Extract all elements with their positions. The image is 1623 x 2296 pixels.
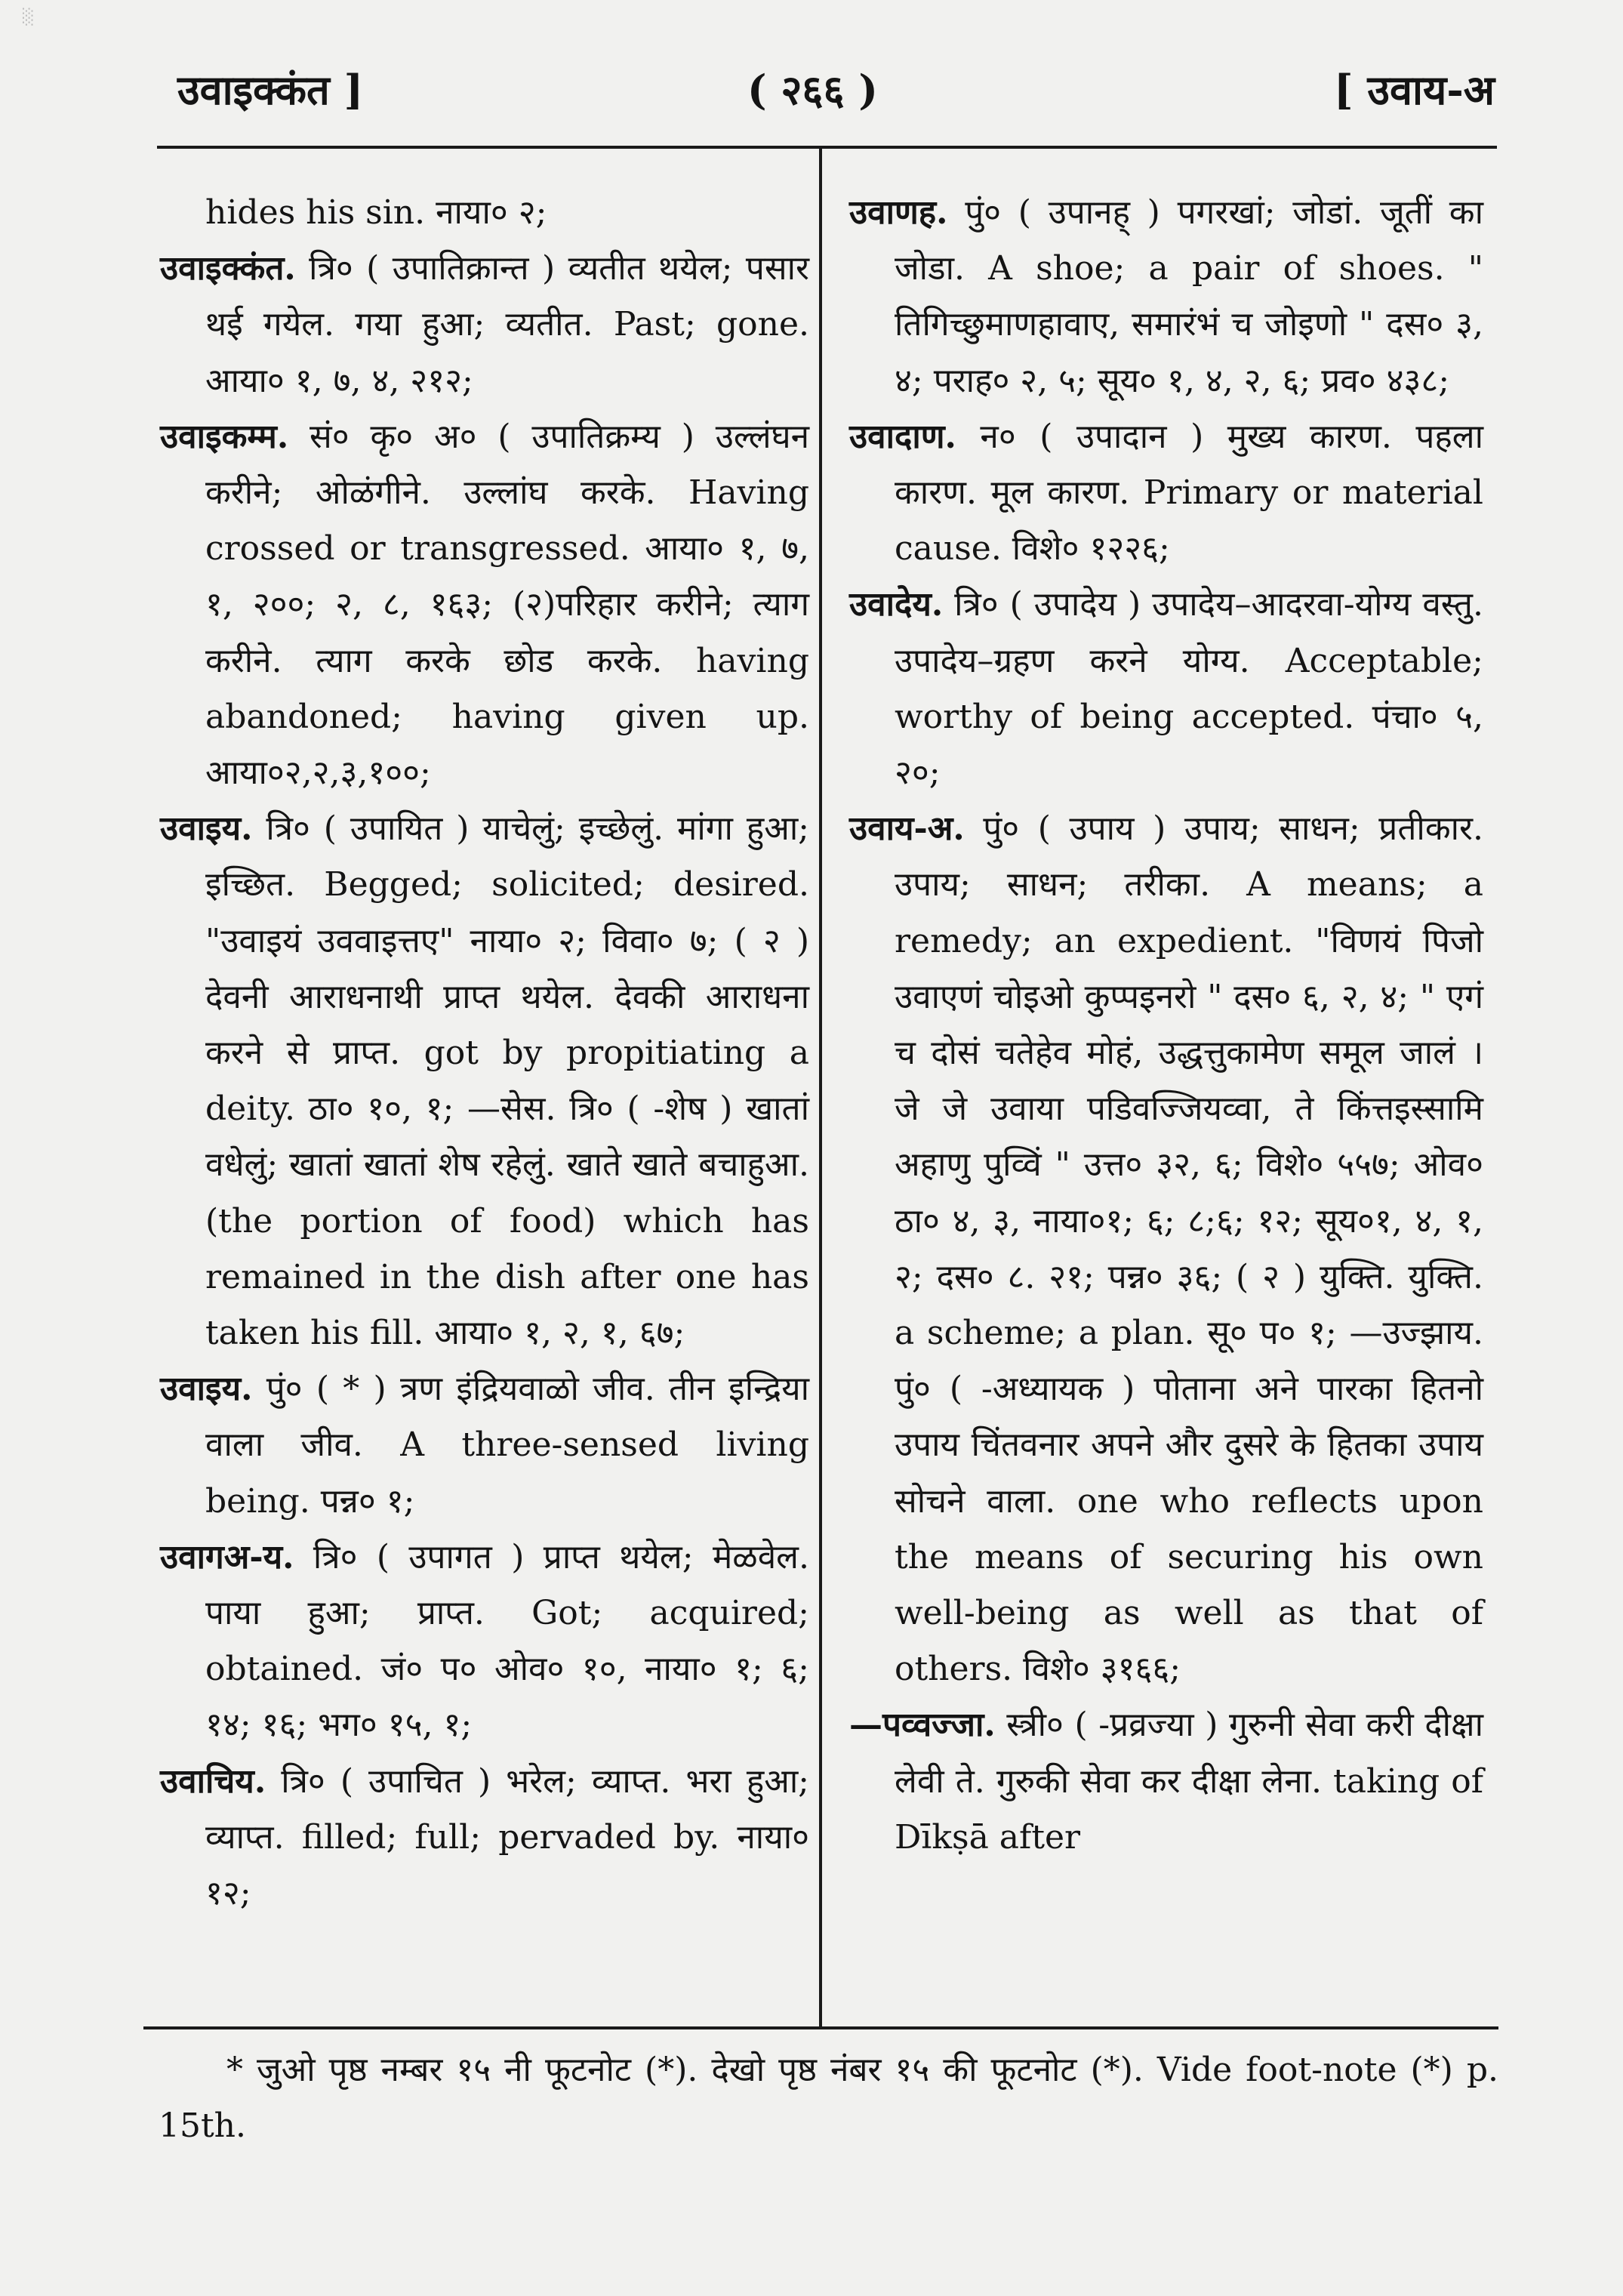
headword: उवादाण.	[849, 417, 956, 456]
page-number: ( २६६ )	[747, 66, 878, 114]
scan-mark-icon: ░	[23, 8, 35, 26]
dictionary-entry	[160, 241, 809, 409]
headword: उवाणह.	[849, 193, 948, 232]
definition: पुं० ( उपाय ) उपाय; साधन; प्रतीकार. उपाय; साधन; तरीका. A means; a remedy; an expedient. "विणयं पिजो उवाएणं चोइओ कुप्पइनरो " दस० ६, २, ४; " एगं च दोसं चतेहेव मोहं, उद्धत्तुकामेण समूल जालं । जे जे उवाया पडिवज्जियव्वा, ते किंत्तइस्सामि अहाणु पुव्विं " उत्त० ३२, ६; विशे० ५५७; ओव० ठा० ४, ३, नाया०१; ६; ८;६; १२; सूय०१, ४, १, २; दस० ८. २१; पन्न० ३६; ( २ ) युक्ति. युक्ति. a scheme; a plan. सू० प० १; —उज्झाय. पुं० ( -अध्यायक ) पोताना अने पारका हितनो उपाय चिंतवनार अपने और दुसरे के हितका उपाय सोचने वाला. one who reflects upon the means of securing his own well-being as well as that of others. विशे० ३१६६;	[895, 809, 1483, 1689]
left-column	[160, 185, 809, 1922]
header-right-guideword: [ उवाय-अ	[1334, 66, 1495, 114]
page-header	[155, 53, 1495, 121]
dictionary-entry	[849, 801, 1483, 1697]
definition: त्रि० ( उपायित ) याचेलुं; इच्छेलुं. मांगा हुआ; इच्छित. Begged; solicited; desired. "उवाइयं उववाइत्तए" नाया० २; विवा० ७; ( २ ) देवनी आराधनाथी प्राप्त थयेल. देवकी आराधना करने से प्राप्त. got by propitiating a deity. ठा० १०, १; —सेस. त्रि० ( -शेष ) खातां वधेलुं; खातां खातां शेष रहेलुं. खाते खाते बचाहुआ.(the portion of food) which has remained in the dish after one has taken his fill. आया० १, २, १, ६७;	[205, 809, 809, 1353]
definition: सं० कृ० अ० ( उपातिक्रम्य ) उल्लंघन करीने; ओळंगीने. उल्लांघ करके. Having crossed or transgressed. आया० १, ७, १, २००; २, ८, १६३; (२)परिहार करीने; त्याग करीने. त्याग करके छोड करके. having abandoned; having given up. आया०२,२,३,१००;	[205, 417, 809, 793]
definition: त्रि० ( उपाचित ) भरेल; व्याप्त. भरा हुआ; व्याप्त. filled; full; pervaded by. नाया० १२;	[205, 1761, 809, 1913]
dictionary-entry	[849, 185, 1483, 409]
dictionary-entry	[160, 1530, 809, 1754]
headword: उवाइक्कंत.	[160, 249, 296, 288]
definition: स्त्री० ( -प्रव्रज्या ) गुरुनी सेवा करी दीक्षा लेवी ते. गुरुकी सेवा कर दीक्षा लेना. taking of Dīkṣā after	[895, 1706, 1483, 1857]
headword: उवाइय.	[160, 809, 253, 849]
headword: उवादेय.	[849, 585, 944, 624]
headword: उवाय-अ.	[849, 809, 965, 849]
footnote-rule	[143, 2026, 1498, 2029]
entry-continuation: hides his sin. नाया० २;	[205, 193, 547, 232]
definition: त्रि० ( उपादेय ) उपादेय–आदरवा-योग्य वस्तु. उपादेय–ग्रहण करने योग्य. Acceptable; worthy of being accepted. पंचा० ५, २०;	[895, 585, 1483, 793]
headword: उवागअ-य.	[160, 1537, 294, 1576]
right-column	[849, 185, 1483, 1866]
footnote-text: * जुओ पृष्ठ नम्बर १५ नी फूटनोट (*). देखो पृष्ठ नंबर १५ की फूटनोट (*). Vide foot-note (*) p. 15th.	[159, 2051, 1498, 2145]
dictionary-entry	[160, 409, 809, 801]
headword: उवाइकम्म.	[160, 417, 289, 456]
dictionary-entry	[160, 801, 809, 1361]
header-left-guideword: उवाइक्कंत ]	[177, 66, 364, 114]
dictionary-entry	[160, 1361, 809, 1530]
headword: उवाइय.	[160, 1370, 253, 1409]
headword: —पव्वज्जा.	[849, 1706, 996, 1745]
definition: न० ( उपादान ) मुख्य कारण. पहला कारण. मूल कारण. Primary or material cause. विशे० १२२६;	[895, 417, 1483, 569]
dictionary-entry	[849, 577, 1483, 801]
footnote	[159, 2042, 1498, 2154]
header-rule	[157, 146, 1497, 149]
definition: पुं० ( * ) त्रण इंद्रियवाळो जीव. तीन इन्द्रिया वाला जीव. A three-sensed living being. पन्न० १;	[205, 1370, 809, 1521]
definition: त्रि० ( उपातिक्रान्त ) व्यतीत थयेल; पसार थई गयेल. गया हुआ; व्यतीत. Past; gone. आया० १, ७, ४, २१२;	[205, 249, 809, 400]
dictionary-entry	[849, 409, 1483, 578]
definition: पुं० ( उपानह् ) पगरखां; जोडां. जूतीं का जोडा. A shoe; a pair of shoes. " तिगिच्छुमाणहावाए, समारंभं च जोइणो " दस० ३, ४; पराह० २, ५; सूय० १, ४, २, ६; प्रव० ४३८;	[895, 193, 1483, 400]
dictionary-entry	[160, 1754, 809, 1922]
definition: त्रि० ( उपागत ) प्राप्त थयेल; मेळवेल. पाया हुआ; प्राप्त. Got; acquired; obtained. जं० प० ओव० १०, नाया० १; ६; १४; १६; भग० १५, १;	[205, 1537, 809, 1745]
column-divider	[819, 149, 822, 2026]
dictionary-entry	[849, 1697, 1483, 1866]
headword: उवाचिय.	[160, 1761, 266, 1801]
